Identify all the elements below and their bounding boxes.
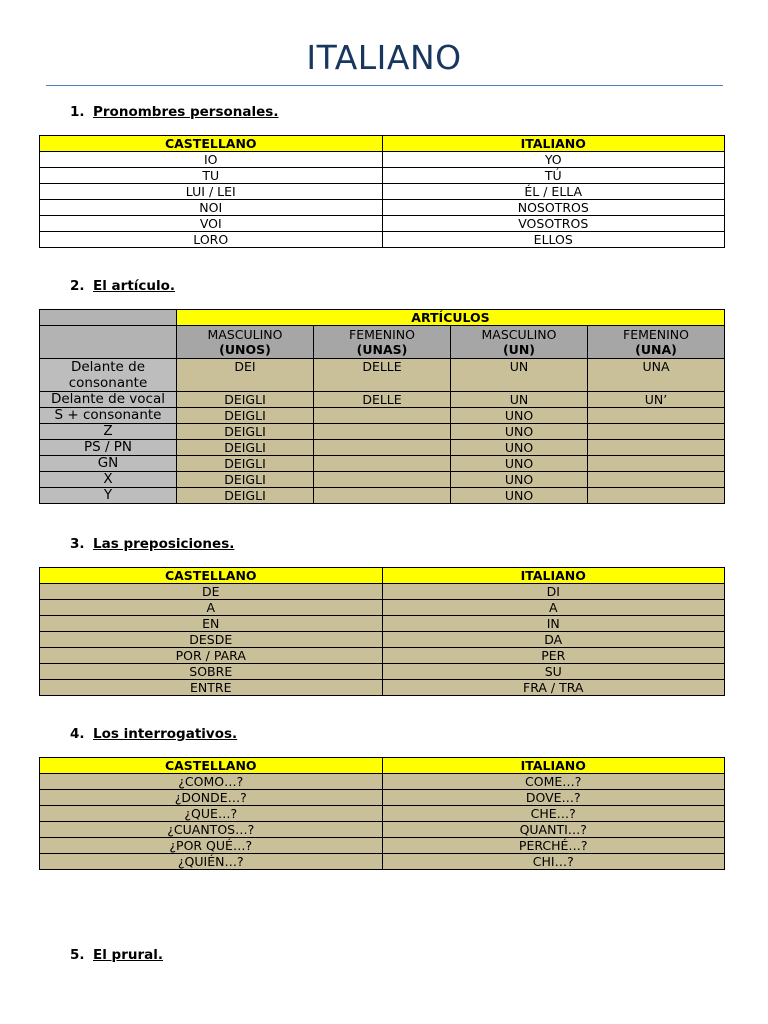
table-header-row: [40, 136, 725, 152]
table-cell: SOBRE: [40, 664, 383, 680]
table-cell: IN: [382, 616, 725, 632]
table-cell: NOI: [40, 200, 383, 216]
table-cell: QUANTI…?: [382, 822, 725, 838]
table-row: [40, 774, 725, 790]
table-row: [40, 664, 725, 680]
table-row: [40, 200, 725, 216]
table-row: [40, 680, 725, 696]
table-cell: SU: [382, 664, 725, 680]
table-cell: DESDE: [40, 632, 383, 648]
table-cell: IO: [40, 152, 383, 168]
table-cell: [314, 408, 451, 424]
table-cell: [588, 440, 725, 456]
table-cell: UNO: [451, 424, 588, 440]
table-cell: CHE…?: [382, 806, 725, 822]
table-cell: ¿COMO…?: [40, 774, 383, 790]
table-row: [40, 440, 725, 456]
table-cell: COME…?: [382, 774, 725, 790]
table-cell: ¿QUIÉN…?: [40, 854, 383, 870]
table-row: [40, 216, 725, 232]
table-cell: VOSOTROS: [382, 216, 725, 232]
subheader-gender: FEMENINO: [623, 327, 689, 342]
table-row: [40, 408, 725, 424]
section-heading-3: [70, 536, 234, 552]
section-title: Los interrogativos.: [93, 726, 238, 742]
column-header: ITALIANO: [382, 758, 725, 774]
table-cell: FRA / TRA: [382, 680, 725, 696]
table-cell: [314, 472, 451, 488]
table-row: [40, 822, 725, 838]
table-cell: DEIGLI: [177, 456, 314, 472]
table-row: [40, 472, 725, 488]
pronombres-table: [39, 135, 725, 248]
table-cell: DE: [40, 584, 383, 600]
column-header: CASTELLANO: [40, 758, 383, 774]
section-number: 4.: [70, 726, 85, 742]
section-number: 5.: [70, 947, 85, 963]
section-heading-2: [70, 278, 175, 294]
section-title: El prural.: [93, 947, 164, 963]
table-cell: POR / PARA: [40, 648, 383, 664]
table-cell: [314, 440, 451, 456]
table-row: [40, 632, 725, 648]
table-row: [40, 854, 725, 870]
table-row: [40, 584, 725, 600]
table-header-row: [40, 568, 725, 584]
table-cell: UN: [451, 392, 588, 408]
column-header: CASTELLANO: [40, 136, 383, 152]
interrogativos-table: [39, 757, 725, 870]
table-cell: LORO: [40, 232, 383, 248]
row-label: Delante de consonante: [40, 359, 177, 392]
table-cell: YO: [382, 152, 725, 168]
table-row: [40, 152, 725, 168]
table-cell: EN: [40, 616, 383, 632]
table-cell: LUI / LEI: [40, 184, 383, 200]
empty-corner-cell: [40, 326, 177, 359]
table-cell: PERCHÉ…?: [382, 838, 725, 854]
table-cell: UNO: [451, 456, 588, 472]
table-cell: ÉL / ELLA: [382, 184, 725, 200]
table-cell: DEIGLI: [177, 392, 314, 408]
title-divider: [46, 85, 723, 86]
section-heading-1: [70, 104, 278, 120]
row-label: GN: [40, 456, 177, 472]
section-number: 2.: [70, 278, 85, 294]
table-cell: DELLE: [314, 392, 451, 408]
table-cell: [588, 408, 725, 424]
table-cell: A: [382, 600, 725, 616]
table-cell: VOI: [40, 216, 383, 232]
table-row: [40, 232, 725, 248]
table-cell: ¿DONDE…?: [40, 790, 383, 806]
table-cell: UNO: [451, 440, 588, 456]
section-title: Pronombres personales.: [93, 104, 279, 120]
row-label: X: [40, 472, 177, 488]
section-title: Las preposiciones.: [93, 536, 235, 552]
table-row: [40, 184, 725, 200]
table-row: [40, 424, 725, 440]
table-cell: DEIGLI: [177, 440, 314, 456]
subheader-article: (UNAS): [356, 342, 408, 357]
table-cell: DEIGLI: [177, 408, 314, 424]
table-cell: [588, 456, 725, 472]
row-label: S + consonante: [40, 408, 177, 424]
table-cell: ¿QUE…?: [40, 806, 383, 822]
table-cell: DEIGLI: [177, 488, 314, 504]
preposiciones-table: [39, 567, 725, 696]
section-title: El artículo.: [93, 278, 176, 294]
table-row: [40, 790, 725, 806]
table-cell: UN: [451, 359, 588, 392]
section-heading-5: [70, 947, 163, 963]
table-cell: ¿CUANTOS…?: [40, 822, 383, 838]
subheader-gender: FEMENINO: [349, 327, 415, 342]
table-cell: A: [40, 600, 383, 616]
column-header: ITALIANO: [382, 568, 725, 584]
subheader-gender: MASCULINO: [207, 327, 283, 342]
subheader-cell: [588, 326, 725, 359]
subheader-cell: [451, 326, 588, 359]
table-cell: UNO: [451, 472, 588, 488]
subheader-article: (UNOS): [219, 342, 271, 357]
table-cell: DI: [382, 584, 725, 600]
section-number: 3.: [70, 536, 85, 552]
table-cell: [314, 456, 451, 472]
table-row: [40, 648, 725, 664]
table-row: [40, 359, 725, 392]
table-cell: DA: [382, 632, 725, 648]
subheader-gender: MASCULINO: [481, 327, 557, 342]
table-row: [40, 456, 725, 472]
row-label: PS / PN: [40, 440, 177, 456]
articulos-table: [39, 309, 725, 504]
table-cell: ENTRE: [40, 680, 383, 696]
table-row: [40, 488, 725, 504]
section-number: 1.: [70, 104, 85, 120]
table-row: [40, 616, 725, 632]
table-cell: [314, 424, 451, 440]
table-cell: ELLOS: [382, 232, 725, 248]
row-label: Delante de vocal: [40, 392, 177, 408]
row-label: Y: [40, 488, 177, 504]
table-cell: UNA: [588, 359, 725, 392]
table-row: [40, 168, 725, 184]
table-cell: CHI…?: [382, 854, 725, 870]
column-header: CASTELLANO: [40, 568, 383, 584]
table-cell: UNO: [451, 488, 588, 504]
subheader-article: (UNA): [635, 342, 677, 357]
table-cell: TU: [40, 168, 383, 184]
table-cell: [314, 488, 451, 504]
empty-corner-cell: [40, 310, 177, 326]
table-cell: ¿POR QUÉ…?: [40, 838, 383, 854]
subheader-cell: [314, 326, 451, 359]
table-cell: DEIGLI: [177, 472, 314, 488]
table-cell: DEI: [177, 359, 314, 392]
table-subheader-row: [40, 326, 725, 359]
table-cell: [588, 488, 725, 504]
section-heading-4: [70, 726, 237, 742]
table-cell: NOSOTROS: [382, 200, 725, 216]
column-header: ITALIANO: [382, 136, 725, 152]
table-header-row: [40, 310, 725, 326]
table-cell: DELLE: [314, 359, 451, 392]
table-row: [40, 392, 725, 408]
page-title: ITALIANO: [306, 38, 462, 77]
table-row: [40, 600, 725, 616]
table-cell: DOVE…?: [382, 790, 725, 806]
table-cell: TÚ: [382, 168, 725, 184]
table-row: [40, 838, 725, 854]
table-row: [40, 806, 725, 822]
table-cell: [588, 472, 725, 488]
row-label: Z: [40, 424, 177, 440]
table-cell: [588, 424, 725, 440]
table-cell: PER: [382, 648, 725, 664]
column-header: ARTÍCULOS: [177, 310, 725, 326]
table-cell: UNO: [451, 408, 588, 424]
subheader-cell: [177, 326, 314, 359]
table-cell: UN’: [588, 392, 725, 408]
table-cell: DEIGLI: [177, 424, 314, 440]
table-header-row: [40, 758, 725, 774]
subheader-article: (UN): [502, 342, 536, 357]
